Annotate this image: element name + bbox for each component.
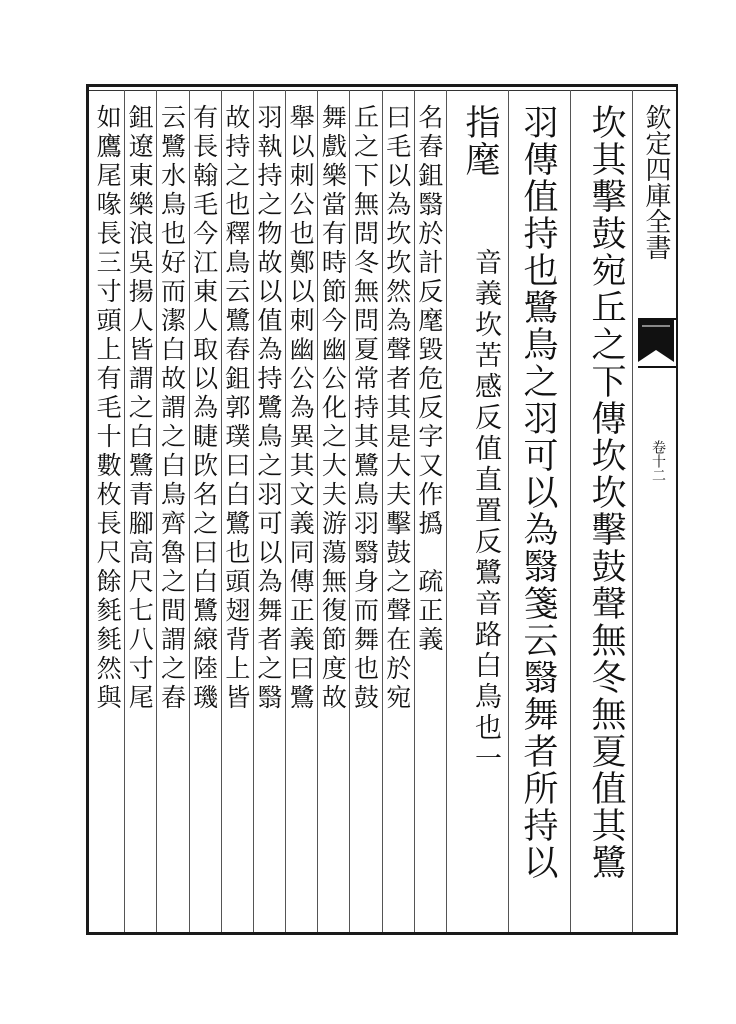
column-rule [349, 90, 350, 932]
text-column-2: 羽傳值持也鷺鳥之羽可以為翳箋云翳舞者所持以 [518, 104, 558, 881]
column-rule [414, 90, 415, 932]
column-rule [508, 90, 509, 932]
text-column-9: 羽執持之物故以值為持鷺鳥之羽可以為舞者之翳 [254, 104, 283, 713]
fishtail-mark [638, 320, 674, 362]
text-column-4: 名舂鉏翳於計反麾毀危反字又作撝 疏正義 [414, 104, 444, 655]
column-rule [382, 90, 383, 932]
text-column-10: 故持之也釋鳥云鷺舂鉏郭璞曰白鷺也頭翅背上皆 [221, 104, 251, 713]
text-column-11: 有長翰毛今江東人取以為睫㰝名之曰白鷺縗陸璣 [189, 104, 219, 713]
text-column-3-note: 音義坎苦感反值直置反鷺音路白鳥也一 [470, 248, 501, 775]
text-column-6: 丘之下無問冬無問夏常持其鷺鳥羽翳身而舞也鼓 [350, 104, 380, 713]
column-rule [221, 90, 222, 932]
margin-book-title: 欽定四庫全書 [641, 104, 671, 260]
column-rule [632, 90, 633, 932]
column-rule [189, 90, 190, 932]
text-column-1: 坎其擊鼓宛丘之下傳坎坎擊鼓聲無冬無夏值其鷺 [586, 104, 626, 881]
frame-bottom-border [88, 932, 678, 935]
text-column-3-main: 指麾 [460, 104, 500, 178]
text-column-8: 舉以刺公也鄭以刺幽公為異其文義同傳正義曰鷺 [286, 104, 316, 713]
text-column-14: 如鷹尾喙長三寸頭上有毛十數枚長尺餘毵毵然與 [93, 104, 123, 713]
margin-volume-label: 卷十二 [650, 440, 666, 482]
text-column-12: 云鷺水鳥也好而潔白故謂之白鳥齊魯之間謂之舂 [157, 104, 187, 713]
frame-right-border [676, 84, 678, 935]
text-column-13: 鉏遼東樂浪吳揚人皆謂之白鷺青腳高尺七八寸尾 [125, 104, 155, 713]
text-column-5: 曰毛以為坎坎然為聲者其是大夫擊鼓之聲在於宛 [382, 104, 412, 713]
frame-top-border [88, 84, 678, 87]
column-rule [446, 90, 447, 932]
frame-top-inner-border [88, 90, 678, 91]
column-rule [124, 90, 125, 932]
column-rule [570, 90, 571, 932]
column-rule [317, 90, 318, 932]
column-rule [285, 90, 286, 932]
frame-left-border [86, 84, 89, 935]
column-rule [253, 90, 254, 932]
fishtail-bottom-line [638, 366, 676, 368]
column-rule [156, 90, 157, 932]
text-column-7: 舞戲樂當有時節今幽公化之大夫游蕩無復節度故 [318, 104, 348, 713]
